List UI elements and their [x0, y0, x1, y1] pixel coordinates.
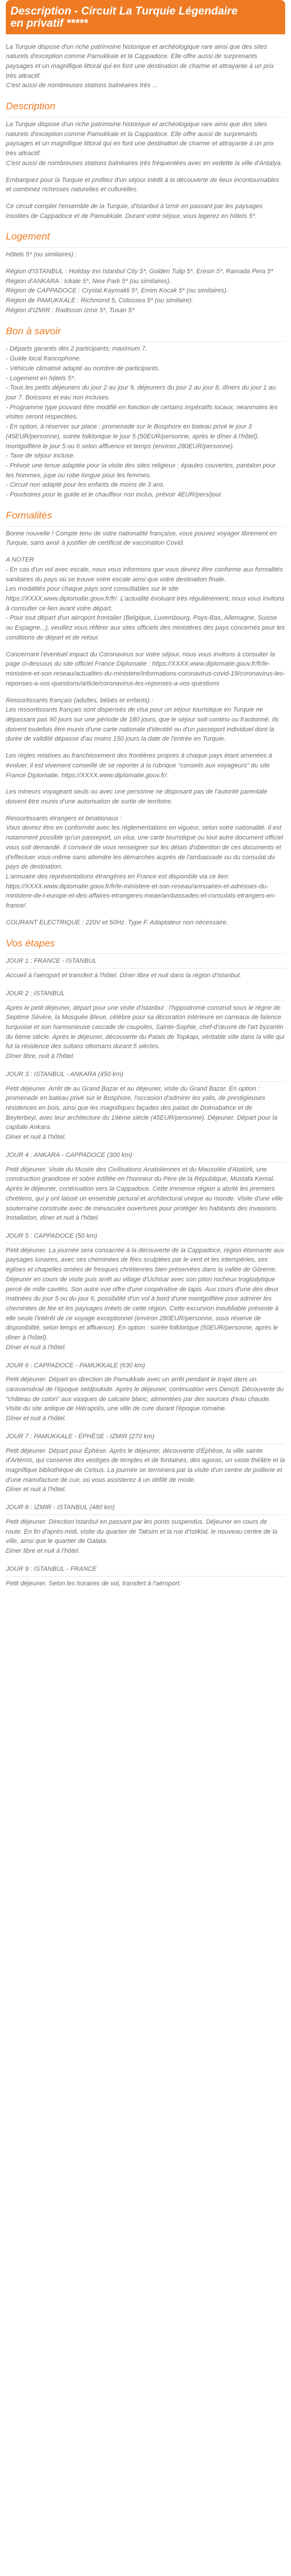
day-text: Après le petit déjeuner, départ pour une visite d'Istanbul : l'hippodrome construit sous le règne de Septime Sévère, la Mosquée Bleue, célèbre pour sa décoration intérieure en carreaux de faïence turquoise et son harmonieuse cascade de coupoles, Sainte-Sophie, chef-d'œuvre de l'art byzantin du 6ème siècle. Après le déjeuner, découverte du Palais de Topkapi, véritable ville dans la ville qui fut la résidence des sultans ottomans durant 5 siècles. Dîner libre, nuit à l'hôtel. — [6, 1004, 285, 1060]
day-title: JOUR 3 : ISTANBUL - ANKARA (450 km) — [6, 1070, 285, 1082]
bon-a-savoir-section — [6, 324, 285, 500]
day-text: Petit déjeuner. Direction Istanbul en passant par les ponts suspendus. Déjeuner en cours de route. En fin d'après-midi, visite du quartier de Taksim et la rue d'Istiklal, le nouveau centre de la ville, ainsi que le quartier de Galata. Dîner libre et nuit à l'hôtel. — [6, 1518, 278, 1555]
day-text: Petit déjeuner. La journée sera consacrée à la découverte de la Cappadoce, région étonnante aux paysages lunaires, avec ses cheminées de fées sculptées par le vent et les intempéries, ses églises et chapelles ornées de fresques chrétiennes bien préservées dans la vallée de Göreme. Déjeuner en cours de visite puis arrêt au village d'Uchisar avec son piton rocheux troglodytique percé de mille cavités. Son autre vue offre d'une coopérative de tapis. Aux cours d'une des deux matinées du jour 5 ou du jour 6, possibilité d'un vol à bord d'une montgolfière pour admirer les cheminées de fée et les paysages irréels de cette région. Cette excursion inoubliable présente à elle seule l'intérêt de ce voyage exceptionnel (environ 280EUR/personne, sous réserve de disponibilité, selon temps et affluence). En option : soirée folklorique (50EUR/personne, après le dîner à l'hôtel). Dîner et nuit à l'hôtel. — [6, 1246, 284, 1351]
description-section — [6, 99, 285, 221]
description-heading: Description — [6, 99, 285, 117]
page-title: Description - Circuit La Turquie Légendaire — [10, 5, 238, 17]
formalites-paragraph: Ressortissants français (adultes, bébés et enfants) : Les ressortissants français sont dispensés de visa pour un séjour touristique en Turquie ne dépassant pas 90 jours sur une période de 180 jours, que le séjour soit continu ou fractionné. Ils doivent toutefois être munis d'une carte nationale d'identité ou d'un passeport individuel dont la durée de validité dépasse d'au moins 150 jours la date de l'entrée en Turquie. — [6, 696, 279, 743]
logement-paragraph: Hôtels 5* (ou similaires) : — [6, 251, 77, 259]
day-text: Petit déjeuner. Visite du Musée des Civilisations Anatoliennes et du Mausolée d'Atatürk, une construction grandiose et sobre édifiée en l'honneur du Père de la République, Mustafa Kemal. Après le déjeuner, continuation vers la Cappadoce. Cette immense région a abrité les premiers chrétiens, qui y ont laissé un ensemble pictural et architectural unique au monde. Visite d'une ville souterraine construite avec de minuscules ouvertures pour protéger les habitants des invasions. Installation, dîner et nuit à l'hôtel. — [6, 1166, 283, 1222]
page-title-banner — [6, 0, 285, 34]
logement-heading: Logement — [6, 229, 285, 248]
day-text: Petit déjeuner. Départ en direction de Pamukkale avec un arrêt pendant le trajet dans un caravansérail de l'époque seldjoukide. Après le déjeuner, continuation vers Denizli. Découverte du "château de coton" aux vasques de calcaire blanc, alimentées par des sources d'eau chaude. Visite du site antique de Hiérapolis, une ville de cure durant l'époque romaine. Dîner et nuit à l'hôtel. — [6, 1376, 284, 1423]
formalites-paragraph: Les règles relatives au franchissement des frontières propres à chaque pays étant amenées à évoluer, il est vivement conseillé de se reporter à la rubrique "conseils aux voyageurs" du site France Diplomatie, https://XXXX.www.diplomatie.gouv.fr/. — [6, 752, 272, 779]
logement-hotels-list: Région d'ISTANBUL : Holiday Inn Istanbul City 5*, Golden Tulip 5*, Eresin 5*, Ramada Pera 5* Région d'ANKARA : Ickale 5*, New Park 5* (ou similaires). Région de CAPPADOCE : Crystal Kaymakli 5*, Emim Kocak 5* (ou similaires). Région de PAMUKKALE : Richmond 5, Colossea 5* (ou similaire). Région d'IZMIR : Radisson Izmir 5*, Tusan 5* — [6, 267, 274, 314]
day-text: Petit déjeuner. Selon les horaires de vol, transfert à l'aéroport. — [6, 1580, 182, 1587]
formalites-paragraph: Ressortissants étrangers et binationaux : Vous devrez être en conformité avec les réglementations en vigueur, selon votre nationalité. Il est notamment possible qu'un passeport, un visa, une carte touristique ou tout autre document officiel vous soit demandé. Il convient de vous renseigner sur les délais d'obtention de ces documents et d'effectuer vous-même sans attendre les démarches auprès de l'ambassade ou du consulat du pays de destination. L'annuaire des représentations étrangères en France est disponible via ce lien: https://XXXX.www.diplomatie.gouv.fr/fr/le-ministere-et-son-reseau/annuaires-et-adresses-du-ministere-de-l-europe-et-des-affaires-etrangeres-meae/ambassades-et-consulats-etrangers-en-france/. — [6, 814, 283, 910]
formalites-section — [6, 508, 285, 928]
formalites-paragraph: Les mineurs voyageant seuls ou avec une personne ne disposant pas de l'autorité parentale doivent être munis d'une autorisation de sortie de territoire. — [6, 788, 268, 805]
formalites-paragraph: Concernant l'éventuel impact du Coronavirus sur votre séjour, nous vous invitons à consulter la page ci-dessous du site officiel France Diplomatie : https://XXXX.www.diplomatie.gouv.fr/fr/le-ministere-et-son-reseau/actualites-du-ministere/informations-coronavirus-covid-19/coronavirus-les-reponses-a-vos-questions/article/coronavirus-les-reponses-a-vos-questions — [6, 651, 285, 687]
formalites-heading: Formalités — [6, 508, 285, 527]
day-item — [6, 1503, 285, 1556]
day-item — [6, 1151, 285, 1223]
day-text: Accueil à l'aéroport et transfert à l'hôtel. Dîner libre et nuit dans la région d'Istanbul. — [6, 972, 242, 980]
day-title: JOUR 1 : FRANCE - ISTANBUL — [6, 956, 285, 969]
day-text: Petit déjeuner. Arrêt de au Grand Bazar et au déjeuner, visite du Grand Bazar. En option : promenade en bateau privé sur le Bosphore, l'occasion d'admirer les yalis, de prestigieuses résidences en bois, ainsi que les magnifiques façades des palais de Dolmabahce et de Beylerbeyi, avec leur architecture du 19ème siècle (45EUR/personne). Déjeuner. Départ pour la capitale Ankara. Dîner et nuit à l'hôtel. — [6, 1085, 278, 1141]
day-item — [6, 1070, 285, 1142]
bon-a-savoir-list: - Départs garantis dès 2 participants; maximum 7. - Guide local francophone. - Véhicule climatisé adapté au nombre de participants. - Logement en hôtels 5*. - Tous les petits déjeuners du jour 2 au jour 9, déjeuners du jour 2 au jour 8, dîners du jour 1 au jour 7. Boissons et eau non incluses. - Programme type pouvant être modifié en fonction de certains impératifs locaux, néanmoins les visites seront respectées. - En option, à réserver sur place : promenade sur le Bosphore en bateau privé le jour 3 (45EUR/personne), soirée folklorique le jour 5 (50EUR/personne, après le dîner à l'hôtel), montgolfière le jour 5 ou 6 selon affluence et temps (environ 280EUR/personne). - Taxe de séjour incluse. - Prévoir une tenue adaptée pour la visite des sites religieux : épaules couvertes, pantalon pour les hommes, jupe ou robe longue pour les femmes. - Circuit non adapté pour les enfants de moins de 3 ans. - Pourboires pour le guide et le chauffeur non inclus, prévoir 4EUR/pers/jour. — [6, 345, 278, 499]
page-title-rating: en privatif ***** — [10, 17, 88, 30]
formalites-paragraph: A NOTER - En cas d'un vol avec escale, nous vous informons que vous devrez être conforme aux formalités sanitaires du pays où se trouve votre escale ainsi que votre destination finale. Les modalités pour chaque pays sont consultables sur le site https://XXXX.www.diplomatie.gouv.fr/fr/. L'actualité évoluant très régulièrement, nous vous invitons à consulter ce lien avant votre départ. - Pour tout départ d'un aéroport frontalier (Belgique, Luxembourg, Pays-Bas, Allemagne, Suisse ou Espagne...), veuillez vous référer aux sites officiels des ministères des pays concernés pour les conditions de départ et de retour. — [6, 556, 285, 641]
day-title: JOUR 4 : ANKARA - CAPPADOCE (300 km) — [6, 1151, 285, 1163]
day-title: JOUR 5 : CAPPADOCE (50 km) — [6, 1231, 285, 1244]
description-paragraph: La Turquie dispose d'un riche patrimoine historique et archéologique rare ainsi que des sites naturels d'exception comme Pamukkale et la Cappadoce. Elle offre aussi de surprenants paysages et un magnifique littoral qui en font une destination de charme et attrayante à un prix très attractif. C'est aussi de nombreuses stations balnéaires très fréquentées avec en vedette la ville d'Antalya. — [6, 120, 283, 167]
formalites-paragraph: COURANT ELECTRIQUE : 220V et 50Hz. Type F. Adaptateur non nécessaire. — [6, 919, 228, 926]
description-paragraph: Embarquez pour la Turquie et profitez d'un séjour inédit à la découverte de lieux incontournables et combinez richesses naturelles et culturelles. — [6, 176, 279, 194]
day-title: JOUR 2 : ISTANBUL — [6, 989, 285, 1001]
day-title: JOUR 9 : ISTANBUL - FRANCE — [6, 1564, 285, 1577]
day-item — [6, 1432, 285, 1495]
day-item — [6, 1231, 285, 1353]
description-paragraph: Ce circuit complet l'ensemble de la Turquie, d'Istanbul à Izmir en passant par les paysages insolites de Cappadoce et de Pamukkale. Durant votre séjour, vous logerez en hôtels 5*. — [6, 202, 263, 220]
etapes-section — [6, 936, 285, 1589]
day-item — [6, 1564, 285, 1588]
formalites-paragraph: Bonne nouvelle ! Compte tenu de votre nationalité française, vous pouvez voyager librement en Turquie, sans avoir à justifier de certificat de vaccination Covid. — [6, 530, 277, 547]
day-text: Petit déjeuner. Départ pour Éphèse. Après le déjeuner, découverte d'Éphèse, la ville sainte d'Artémis, qui conserve des vestiges de temples et de fontaines, des agoras, un vaste théâtre et la magnifique bibliothèque de Celsus. La journée se terminera par la visite d'un centre de poillerie et d'une manufacture de cuir, où vous assisterez à un défilé de mode. Dîner et nuit à l'hôtel. — [6, 1447, 285, 1494]
logement-section — [6, 229, 285, 315]
day-title: JOUR 8 : IZMIR - ISTANBUL (480 km) — [6, 1503, 285, 1515]
day-item — [6, 989, 285, 1062]
day-title: JOUR 7 : PAMUKKALE - ÉPHÈSE - IZMIR (270 km) — [6, 1432, 285, 1444]
etapes-heading: Vos étapes — [6, 936, 285, 955]
day-item — [6, 956, 285, 980]
day-item — [6, 1361, 285, 1424]
bon-a-savoir-heading: Bon à savoir — [6, 324, 285, 342]
day-title: JOUR 6 : CAPPADOCE - PAMUKKALE (630 km) — [6, 1361, 285, 1373]
intro-text: La Turquie dispose d'un riche patrimoine historique et archéologique rare ainsi que des sites naturels d'exception comme Pamukkale et la Cappadoce. Elle offre aussi de surprenants paysages et un magnifique littoral qui en font une destination de charme et attrayante à un prix très attractif. C'est aussi de nombreuses stations balnéaires très ... — [6, 43, 274, 90]
